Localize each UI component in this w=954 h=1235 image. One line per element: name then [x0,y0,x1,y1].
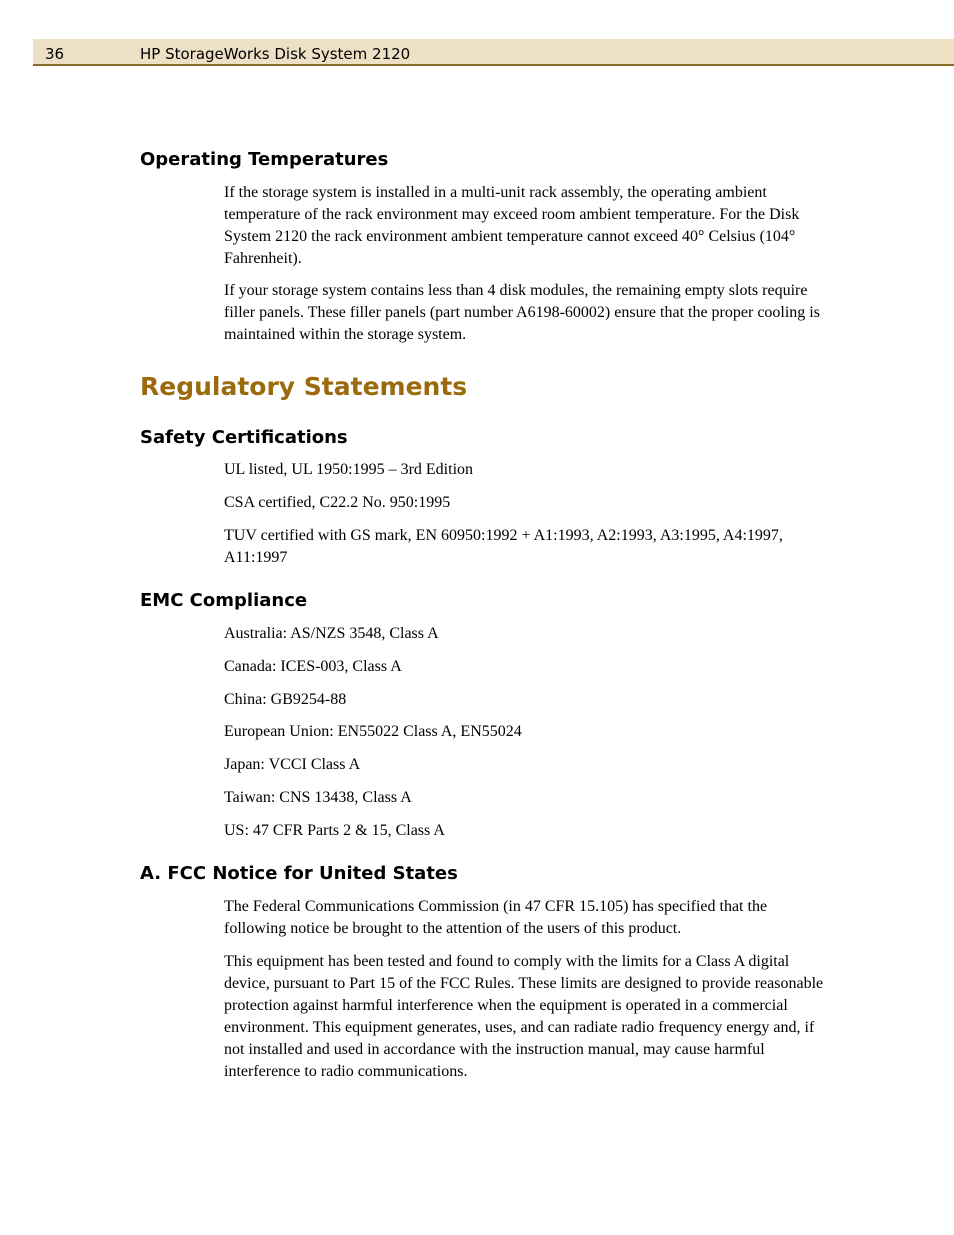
regulatory-statements-heading: Regulatory Statements [140,372,468,401]
page-header [33,39,954,66]
safety-certifications-heading: Safety Certifications [140,427,348,448]
emc-compliance-item: China: GB9254-88 [224,691,347,708]
safety-certification-item: UL listed, UL 1950:1995 – 3rd Edition [224,461,474,478]
emc-compliance-item: Canada: ICES-003, Class A [224,658,402,675]
safety-certification-item: TUV certified with GS mark, EN 60950:1992 + A1:1993, A2:1993, A3:1995, A4:1997, A11:1997 [224,527,783,566]
emc-compliance-item: Taiwan: CNS 13438, Class A [224,789,412,806]
operating-temperatures-paragraph-2: If your storage system contains less than 4 disk modules, the remaining empty slots require filler panels. These filler panels (part number A6198-60002) ensure that the proper cooling is maintained within the storage system. [224,282,820,343]
emc-compliance-heading: EMC Compliance [140,590,308,611]
fcc-notice-paragraph-1: The Federal Communications Commission (in 47 CFR 15.105) has specified that the following notice be brought to the attention of the users of this product. [224,898,768,937]
fcc-notice-paragraph-2: This equipment has been tested and found to comply with the limits for a Class A digital device, pursuant to Part 15 of the FCC Rules. These limits are designed to provide reasonable protection against harmful interference when the equipment is operated in a commercial environment. This equipment generates, uses, and can radiate radio frequency energy and, if not installed and used in accordance with the instruction manual, may cause harmful interference to radio communications. [224,953,824,1080]
operating-temperatures-heading: Operating Temperatures [140,149,389,170]
emc-compliance-item: Australia: AS/NZS 3548, Class A [224,625,439,642]
document-title: HP StorageWorks Disk System 2120 [140,45,411,63]
page-number: 36 [45,45,65,63]
fcc-notice-heading: A. FCC Notice for United States [140,863,458,884]
safety-certification-item: CSA certified, C22.2 No. 950:1995 [224,494,451,511]
emc-compliance-item: US: 47 CFR Parts 2 & 15, Class A [224,822,445,839]
emc-compliance-item: Japan: VCCI Class A [224,756,361,773]
operating-temperatures-paragraph-1: If the storage system is installed in a multi-unit rack assembly, the operating ambient temperature of the rack environment may exceed room ambient temperature. For the Disk System 2120 the rack environment ambient temperature cannot exceed 40° Celsius (104° Fahrenheit). [224,184,800,267]
emc-compliance-item: European Union: EN55022 Class A, EN55024 [224,723,522,740]
